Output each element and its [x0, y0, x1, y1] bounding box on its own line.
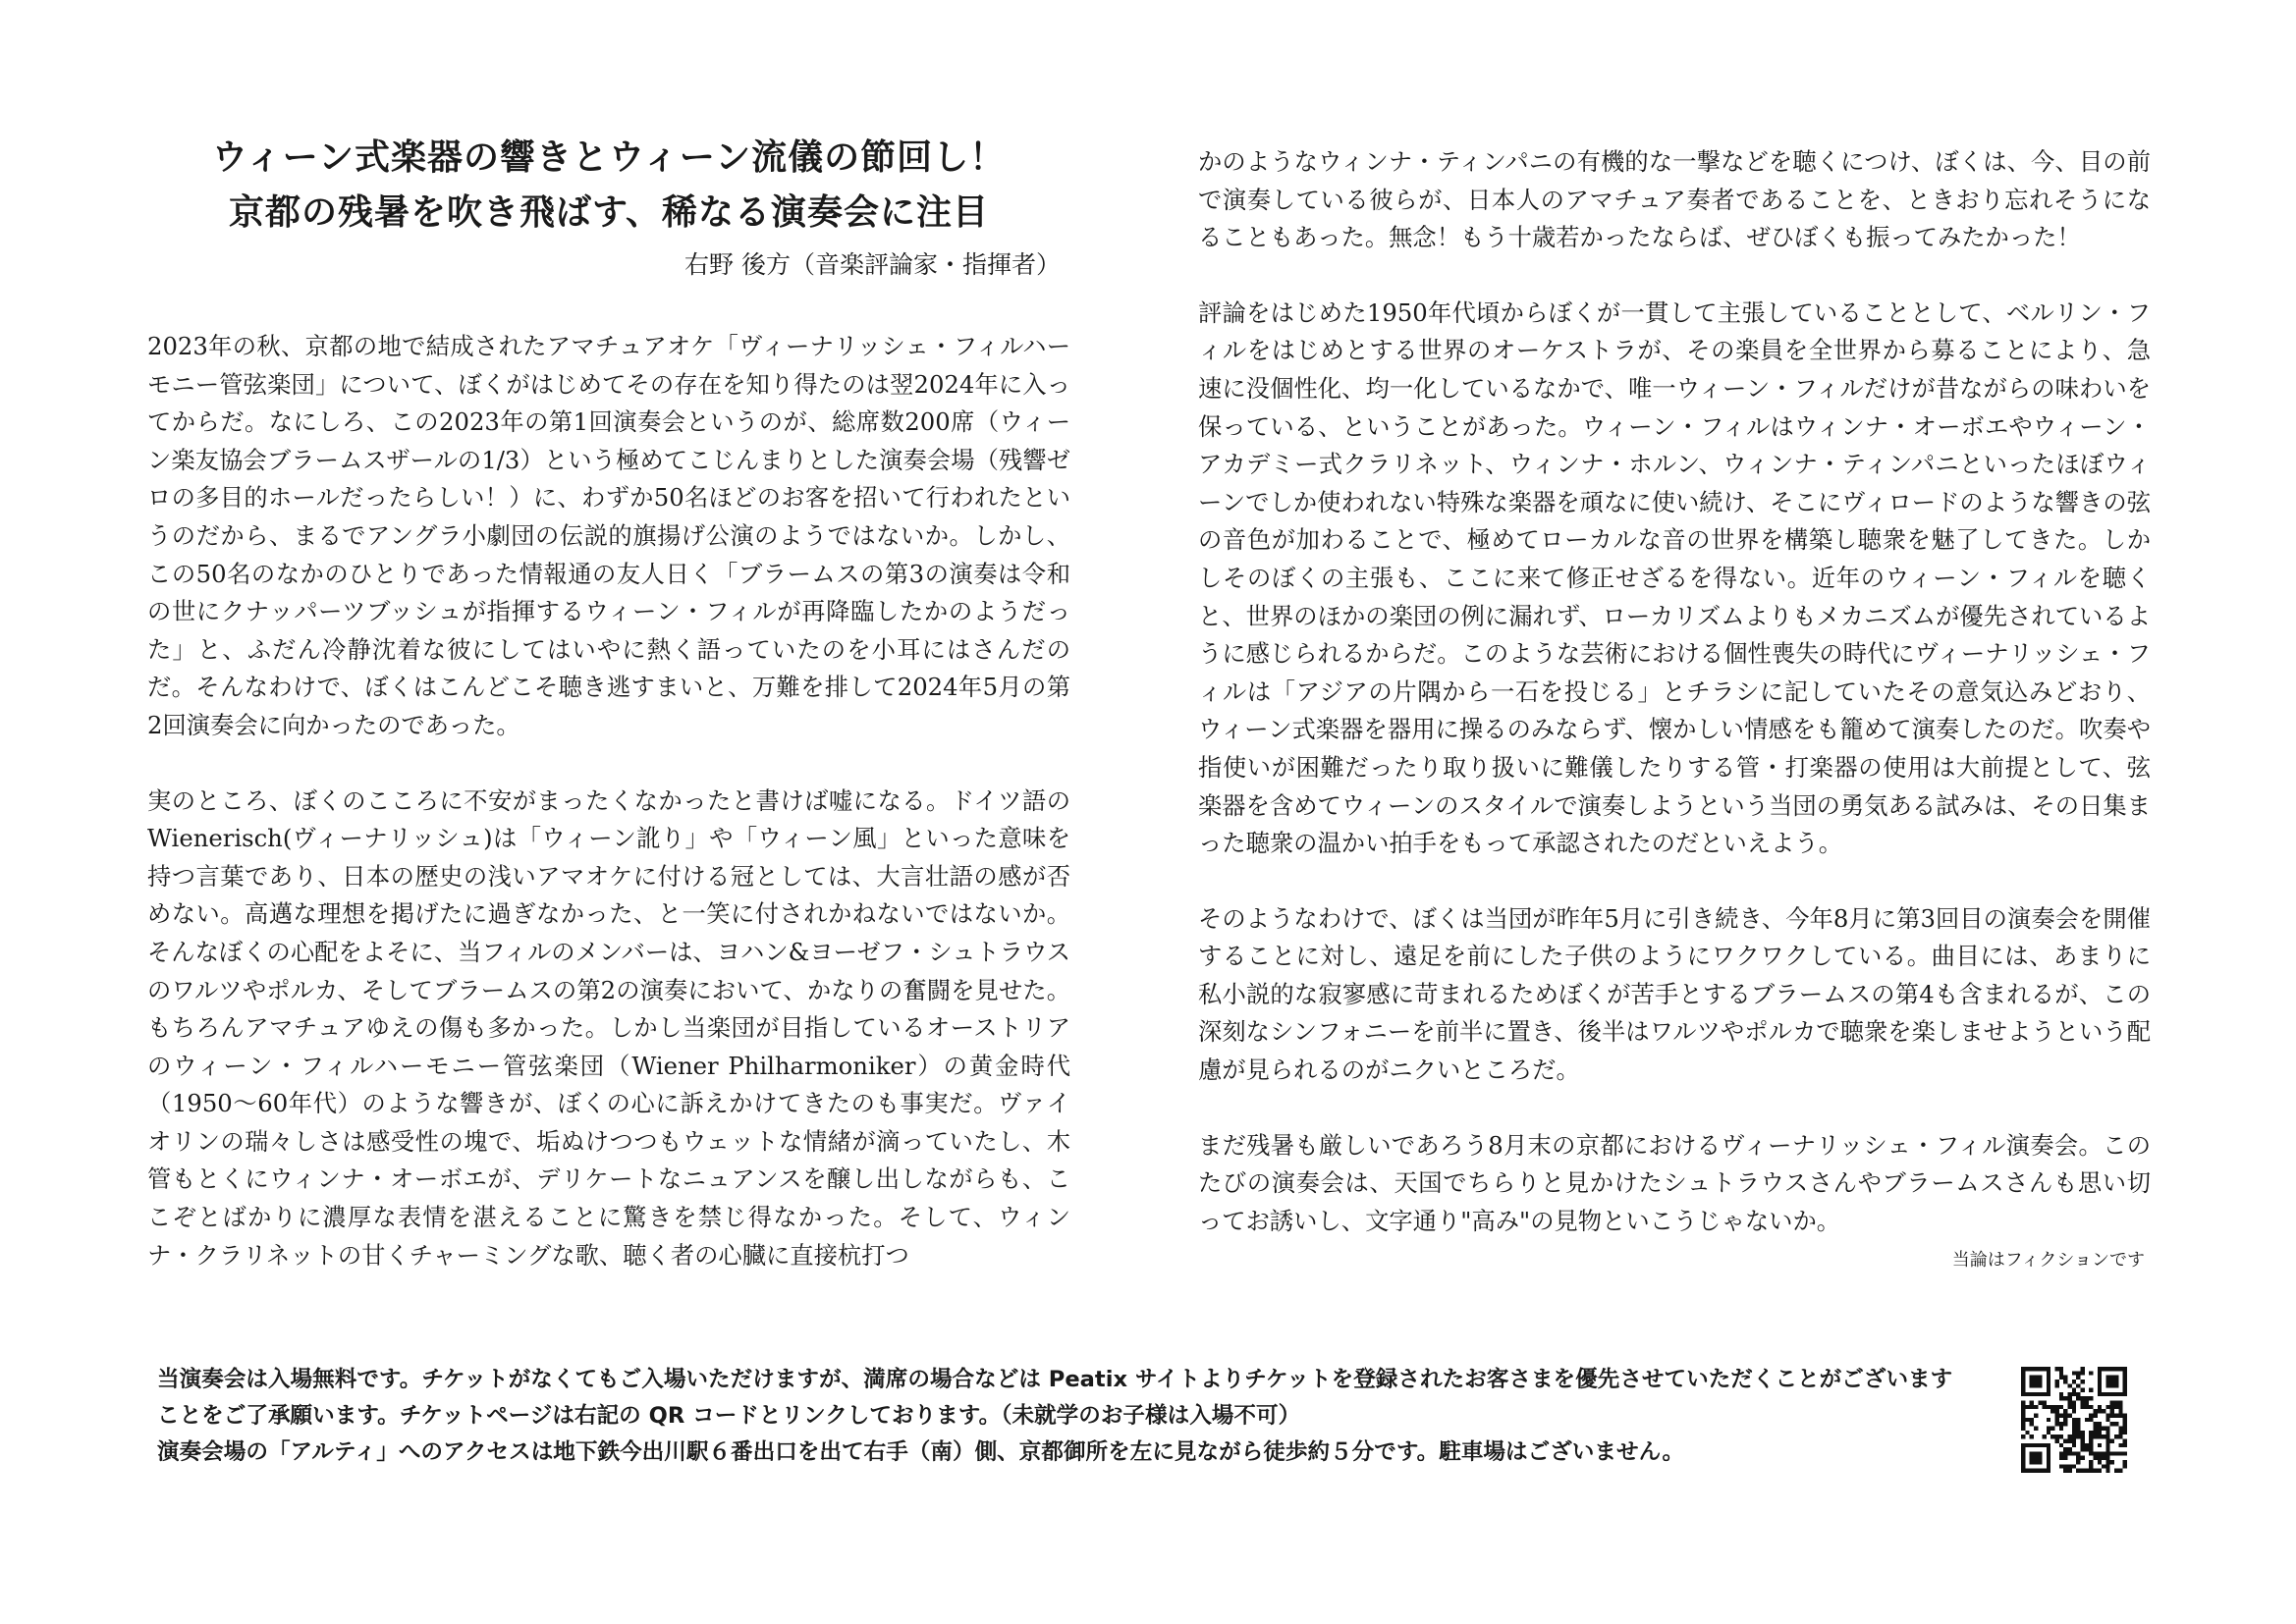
- article-paragraph: 実のところ、ぼくのこころに不安がまったくなかったと書けば嘘になる。ドイツ語のWienerisch(ヴィーナリッシュ)は「ウィーン訛り」や「ウィーン風」といった意味を持つ言葉であり、日本の歴史の浅いアマオケに付ける冠としては、大言壮語の感が否めない。高邁な理想を掲げたに過ぎなかった、と一笑に付されかねないではないか。そんなぼくの心配をよそに、当フィルのメンバーは、ヨハン&ヨーゼフ・シュトラウスのワルツやポルカ、そしてブラームスの第2の演奏において、かなりの奮闘を見せた。もちろんアマチュアゆえの傷も多かった。しかし当楽団が目指しているオーストリアのウィーン・フィルハーモニー管弦楽団（Wiener Philharmoniker）の黄金時代（1950〜60年代）のような響きが、ぼくの心に訴えかけてきたのも事実だ。ヴァイオリンの瑞々しさは感受性の塊で、垢ぬけつつもウェットな情緒が滴っていたし、木管もとくにウィンナ・オーボエが、デリケートなニュアンスを醸し出しながらも、ここぞとばかりに濃厚な表情を湛えることに驚きを禁じ得なかった。そして、ウィンナ・クラリネットの甘くチャーミングな歌、聴く者の心臓に直接杭打つ: [147, 785, 1070, 1270]
- article-paragraph: まだ残暑も厳しいであろう8月末の京都におけるヴィーナリッシェ・フィル演奏会。このたびの演奏会は、天国でちらりと見かけたシュトラウスさんやブラームスさんも思い切ってお誘いし、文字通り"高み"の見物といこうじゃないか。: [1198, 1130, 2151, 1235]
- article-paragraph: かのようなウィンナ・ティンパニの有機的な一撃などを聴くにつけ、ぼくは、今、目の前で演奏している彼らが、日本人のアマチュア奏者であることを、ときおり忘れそうになることもあった。無念！もう十歳若かったならば、ぜひぼくも振ってみたかった！: [1198, 147, 2151, 252]
- article-left-column: [147, 130, 1070, 1274]
- article-byline: 右野 後方（音楽評論家・指揮者）: [684, 250, 1061, 279]
- article-paragraph: 2023年の秋、京都の地で結成されたアマチュアオケ「ヴィーナリッシェ・フィルハーモニー管弦楽団」について、ぼくがはじめてその存在を知り得たのは翌2024年に入ってからだ。なにしろ、この2023年の第1回演奏会というのが、総席数200席（ウィーン楽友協会ブラームスザールの1/3）という極めてこじんまりとした演奏会場（残響ゼロの多目的ホールだったらしい！）に、わずか50名ほどのお客を招いて行われたというのだから、まるでアングラ小劇団の伝説的旗揚げ公演のようではないか。しかし、この50名のなかのひとりであった情報通の友人日く「ブラームスの第3の演奏は令和の世にクナッパーツブッシュが指揮するウィーン・フィルが再降臨したかのようだった」と、ふだん冷静沈着な彼にしてはいやに熱く語っていたのを小耳にはさんだのだ。そんなわけで、ぼくはこんどこそ聴き逃すまいと、万難を排して2024年5月の第2回演奏会に向かったのであった。: [147, 332, 1070, 739]
- notice-access-info: 演奏会場の「アルティ」へのアクセスは地下鉄今出川駅６番出口を出て右手（南）側、京都御所を左に見ながら徒歩約５分です。駐車場はございません。: [157, 1439, 1685, 1465]
- article-right-column: [1198, 143, 2151, 1272]
- qr-code-icon[interactable]: [2021, 1367, 2127, 1473]
- article-title-line2: 京都の残暑を吹き飛ばす、稀なる演奏会に注目: [228, 191, 990, 233]
- article-paragraph: 評論をはじめた1950年代頃からぼくが一貫して主張していることとして、ベルリン・フィルをはじめとする世界のオーケストラが、その楽員を全世界から募ることにより、急速に没個性化、均一化しているなかで、唯一ウィーン・フィルだけが昔ながらの味わいを保っている、ということがあった。ウィーン・フィルはウィンナ・オーボエやウィーン・アカデミー式クラリネット、ウィンナ・ホルン、ウィンナ・ティンパニといったほぼウィーンでしか使われない特殊な楽器を頑なに使い続け、そこにヴィロードのような響きの弦の音色が加わることで、極めてローカルな音の世界を構築し聴衆を魅了してきた。しかしそのぼくの主張も、ここに来て修正せざるを得ない。近年のウィーン・フィルを聴くと、世界のほかの楽団の例に漏れず、ローカリズムよりもメカニズムが優先されているように感じられるからだ。このような芸術における個性喪失の時代にヴィーナリッシェ・フィルは「アジアの片隅から一石を投じる」とチラシに記していたその意気込みどおり、ウィーン式楽器を器用に操るのみならず、懐かしい情感をも籠めて演奏したのだ。吹奏や指使いが困難だったり取り扱いに難儀したりする管・打楽器の使用は大前提として、弦楽器を含めてウィーンのスタイルで演奏しようという当団の勇気ある試みは、その日集まった聴衆の温かい拍手をもって承認されたのだといえよう。: [1198, 298, 2151, 858]
- article-title-line1: ウィーン式楽器の響きとウィーン流儀の節回し！: [211, 136, 1007, 178]
- article-paragraph: そのようなわけで、ぼくは当団が昨年5月に引き続き、今年8月に第3回目の演奏会を開催することに対し、遠足を前にした子供のようにワクワクしている。曲目には、あまりに私小説的な寂寥感に苛まれるためぼくが苦手とするブラームスの第4も含まれるが、この深刻なシンフォニーを前半に置き、後半はワルツやポルカで聴衆を楽しませようという配慮が見られるのがニクいところだ。: [1198, 903, 2151, 1085]
- notice-ticket-info: 当演奏会は入場無料です。チケットがなくてもご入場いただけますが、満席の場合などは Peatix サイトよりチケットを登録されたお客さまを優先させていただくことがございますことをご了承願います。チケットページは右記の QR コードとリンクしております。（未就学のお子様は入場不可）: [157, 1367, 1953, 1429]
- qr-code-graphic: [2021, 1367, 2127, 1473]
- concert-notice: [157, 1362, 1974, 1471]
- fiction-note: 当論はフィクションです: [1951, 1250, 2145, 1272]
